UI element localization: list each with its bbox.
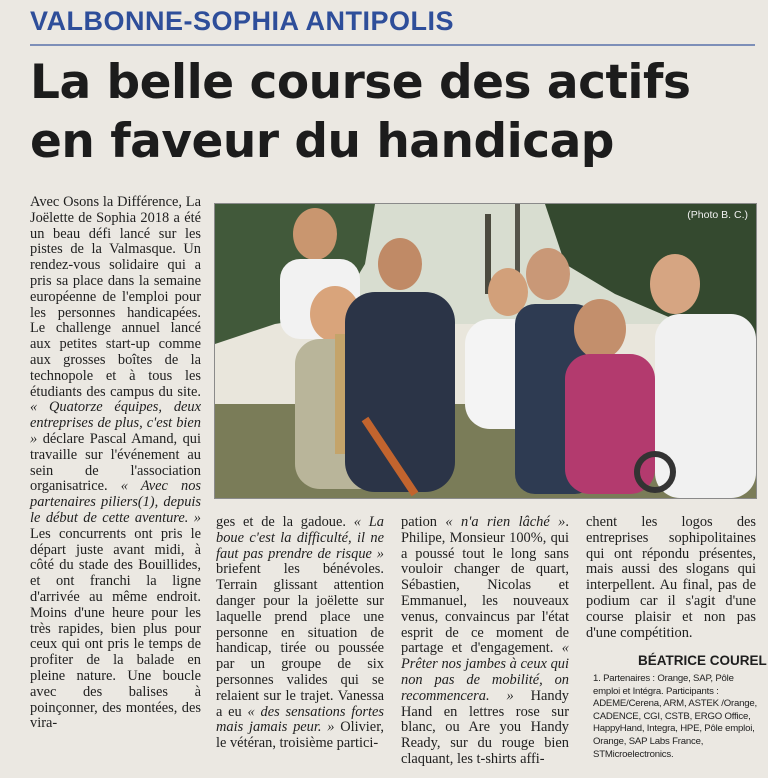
article-column-4 — [586, 515, 756, 641]
col3-seg-0: pation — [401, 514, 446, 530]
col2-quote-1: « La boue c'est la difficulté, il ne faut pas prendre de risque » — [216, 514, 384, 562]
rubric-divider — [30, 44, 755, 46]
col1-quote-1: « Quatorze équipes, deux entreprises de plus, c'est bien » — [30, 399, 201, 447]
article-column-1 — [30, 195, 201, 732]
col3-seg-2: . Philipe, Monsieur 100%, qui a poussé tout le long sans vouloir changer de quart, Sébastien, Nicolas et Emmanuel, les nouveaux venus, convaincus par l'état esprit de ce moment de partage et d'engagement. — [401, 514, 569, 657]
author-signature: BÉATRICE COUREL — [638, 653, 767, 668]
article-column-2 — [216, 515, 384, 752]
col2-quote-3: « des sensations fortes mais jamais peur. » — [216, 703, 384, 736]
article-headline: La belle course des actifs en faveur du handicap — [30, 55, 691, 169]
col2-seg-2: briefent les bénévoles. Terrain glissant attention danger pour la joëlette sur laquelle prend place une personne en situation de handicap, tirée ou poussée par un groupe de six personnes valides qui se relaient sur le trajet. Vanessa a eu — [216, 561, 384, 720]
partners-footnote: 1. Partenaires : Orange, SAP, Pôle emploi et Intégra. Participants : ADEME/Cerena, ARM, ASTEK /Orange, CADENCE, CGI, CSTB, ERGO Office, HappyHand, Integra, HPE, Pôle emploi, Orange, SAP Labs France, STMicroelectronics. — [593, 673, 758, 760]
col1-seg-2: déclare Pascal Amand, qui travaille sur l'événement au sein de l'association organisatrice. — [30, 430, 201, 495]
group-photo-illustration — [215, 204, 756, 498]
col1-quote-3: « Avec nos partenaires piliers(1), depuis le début de cette aventure. » — [30, 478, 202, 526]
col1-seg-0: Avec Osons la Différence, La Joëlette de Sophia 2018 a été un beau défi lancé sur les pistes de la Valmasque. Un rendez-vous solidaire qui a pris sa place dans la semaine européenne de l'emploi pour les personnes handicapées. Le challenge annuel lancé aux petites start-up comme aux grosses boîtes de la technopole et à tous les étudiants des campus du site. — [30, 194, 201, 400]
col2-seg-4: Olivier, le vétéran, troisième partici- — [216, 719, 385, 752]
col2-seg-0: ges et de la gadoue. — [216, 514, 354, 530]
col3-seg-4: Handy Hand en lettres rose sur blanc, ou Are you Handy Ready, sur du rouge bien claquant, les t-shirts affi- — [401, 687, 569, 767]
photo-credit: (Photo B. C.) — [687, 209, 748, 221]
section-rubric: VALBONNE-SOPHIA ANTIPOLIS — [30, 6, 455, 36]
col3-quote-1: « n'a rien lâché » — [445, 514, 566, 530]
col4-seg-0: chent les logos des entreprises sophipolitaines qui ont répondu présentes, mais aussi des slogans qui interpellent. Au final, pas de podium car il s'agit d'une course plaisir et non pas d'une compétition. — [586, 514, 756, 641]
col1-seg-4: Les concurrents ont pris le départ juste avant midi, à côté du stade des Bouillides, et ont franchi la ligne d'arrivée au même endroit. Moins d'une heure pour les très rapides, bien plus pour ceux qui ont pris le temps de profiter de la balade en pleine nature. Une boucle avec des balises à poinçonner, des montées, des vira- — [30, 525, 201, 732]
article-column-3 — [401, 515, 569, 768]
article-photo — [214, 203, 757, 499]
col3-quote-3: « Prêter nos jambes à ceux qui non pas de mobilité, on recommencera. » — [401, 640, 569, 704]
